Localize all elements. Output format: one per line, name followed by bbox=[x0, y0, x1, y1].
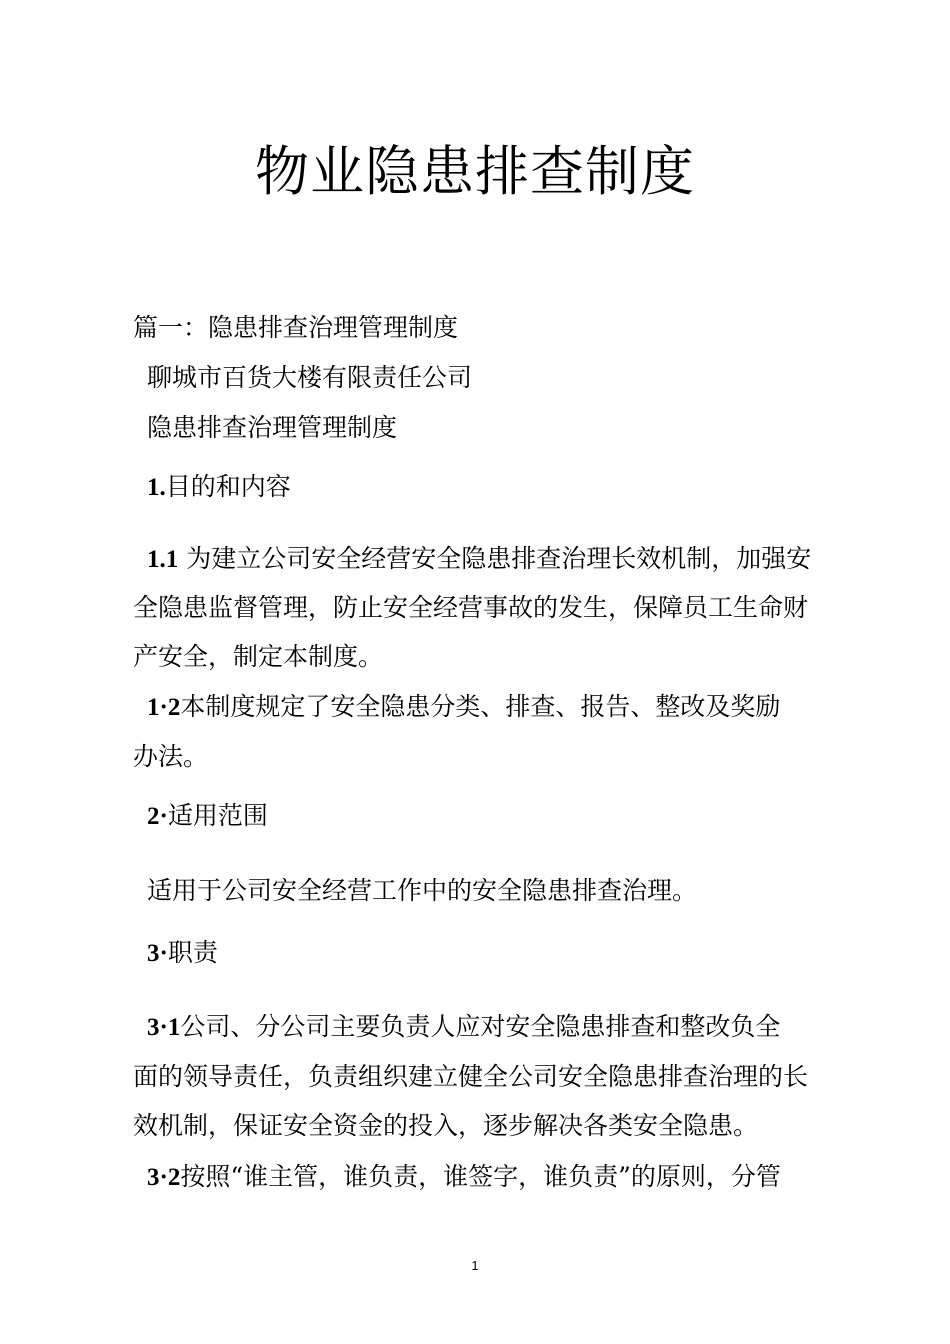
text-line bbox=[147, 691, 847, 724]
section-number: 3· bbox=[147, 940, 168, 967]
line-text: 面的领导责任，负责组织建立健全公司安全隐患排查治理的长 bbox=[133, 1062, 809, 1091]
section-number: 2· bbox=[147, 803, 168, 830]
text-line bbox=[147, 1011, 847, 1044]
line-text: 办法。 bbox=[133, 742, 209, 771]
text-line bbox=[133, 1110, 833, 1142]
section-number: 1.1 bbox=[147, 546, 179, 573]
section-number: 3·1 bbox=[147, 1014, 181, 1041]
line-text: 本制度规定了安全隐患分类、排查、报告、整改及奖励 bbox=[180, 692, 781, 721]
section-heading bbox=[147, 937, 847, 970]
text-line bbox=[133, 641, 833, 673]
section-heading bbox=[147, 471, 847, 504]
text-line bbox=[133, 741, 833, 773]
section-heading bbox=[147, 800, 847, 833]
text-line bbox=[147, 412, 847, 444]
text-line bbox=[147, 875, 847, 907]
line-text: 产安全，制定本制度。 bbox=[133, 642, 384, 671]
line-text: 目的和内容 bbox=[165, 472, 291, 501]
text-line bbox=[133, 1061, 833, 1093]
line-text: 为建立公司安全经营安全隐患排查治理长效机制，加强安 bbox=[178, 544, 812, 573]
document-title: 物业隐患排查制度 bbox=[255, 140, 695, 203]
line-text: 效机制，保证安全资金的投入，逐步解决各类安全隐患。 bbox=[133, 1111, 759, 1140]
page-number: 1 bbox=[471, 1258, 479, 1273]
text-line bbox=[147, 1161, 847, 1194]
text-line bbox=[147, 543, 847, 576]
line-text: 适用范围 bbox=[167, 801, 268, 830]
text-line bbox=[133, 592, 833, 624]
line-text: 职责 bbox=[167, 938, 218, 967]
line-text: 隐患排查治理管理制度 bbox=[147, 413, 398, 442]
section-number: 3·2 bbox=[147, 1164, 181, 1191]
text-line bbox=[133, 312, 833, 344]
line-text: 全隐患监督管理，防止安全经营事故的发生，保障员工生命财 bbox=[133, 593, 809, 622]
line-text: 适用于公司安全经营工作中的安全隐患排查治理。 bbox=[147, 876, 698, 905]
line-text: 篇一：隐患排查治理管理制度 bbox=[133, 313, 459, 342]
section-number: 1·2 bbox=[147, 694, 181, 721]
line-text: 按照“谁主管，谁负责，谁签字，谁负责”的原则，分管 bbox=[180, 1162, 781, 1191]
text-line bbox=[147, 362, 847, 394]
line-text: 公司、分公司主要负责人应对安全隐患排查和整改负全 bbox=[180, 1012, 781, 1041]
line-text: 聊城市百货大楼有限责任公司 bbox=[147, 363, 473, 392]
section-number: 1. bbox=[147, 474, 166, 501]
